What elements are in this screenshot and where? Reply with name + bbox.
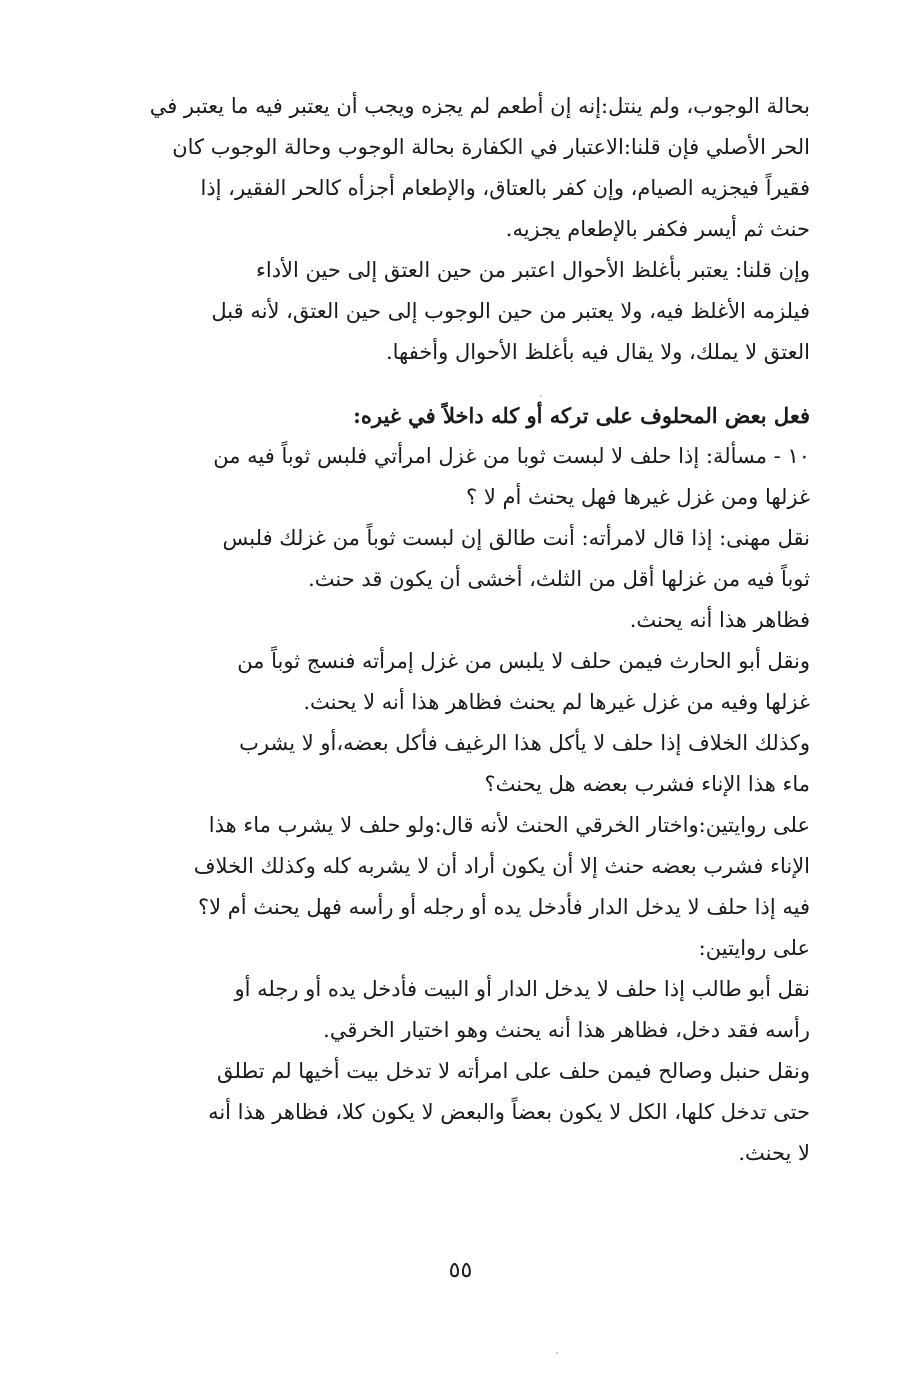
text-line: حنث ثم أيسر فكفر بالإطعام يجزيه.: [505, 217, 810, 241]
text-line: ونقل حنبل وصالح فيمن حلف على امرأته لا تدخل بيت أخيها لم تطلق: [217, 1059, 810, 1083]
text-line: وكذلك الخلاف إذا حلف لا يأكل هذا الرغيف فأكل بعضه،أو لا يشرب: [239, 731, 810, 755]
text-line: فظاهر هذا أنه يحنث.: [629, 608, 810, 632]
page-number: ٥٥: [448, 1258, 473, 1283]
text-line: الإناء فشرب بعضه حنث إلا أن يكون أراد أن لا يشربه كله وكذلك الخلاف: [193, 854, 810, 878]
scan-speck: [540, 395, 542, 397]
text-line: غزلها وفيه من غزل غيرها لم يحنث فظاهر هذا أنه لا يحنث.: [303, 690, 810, 714]
text-line: حتى تدخل كلها، الكل لا يكون بعضاً والبعض لا يكون كلا، فظاهر هذا أنه: [208, 1100, 810, 1124]
text-line: وإن قلنا: يعتبر بأغلظ الأحوال اعتبر من حين العتق إلى حين الأداء: [256, 258, 810, 282]
section-gap: [104, 373, 810, 395]
text-line: فيه إذا حلف لا يدخل الدار فأدخل يده أو رجله أو رأسه فهل يحنث أم لا؟: [197, 895, 810, 919]
section-heading: فعل بعض المحلوف على تركه أو كله داخلاً في غيره:: [353, 403, 810, 428]
text-line: ١٠ - مسألة: إذا حلف لا لبست ثوبا من غزل امرأتي فلبس ثوباً فيه من: [213, 444, 810, 468]
text-line: على روايتين:: [698, 936, 810, 960]
text-line: فيلزمه الأغلظ فيه، ولا يعتبر من حين الوجوب إلى حين العتق، لأنه قبل: [211, 299, 810, 323]
body-text: [104, 86, 810, 1174]
text-line: العتق لا يملك، ولا يقال فيه بأغلظ الأحوال وأخفها.: [385, 340, 810, 364]
text-line: رأسه فقد دخل، فظاهر هذا أنه يحنث وهو اختيار الخرقي.: [323, 1018, 810, 1042]
text-line: فقيراً فيجزيه الصيام، وإن كفر بالعتاق، والإطعام أجزأه كالحر الفقير، إذا: [200, 176, 810, 200]
text-line: لا يحنث.: [738, 1141, 810, 1165]
text-line: الحر الأصلي فإن قلنا:الاعتبار في الكفارة بحالة الوجوب وحالة الوجوب كان: [172, 135, 810, 159]
text-line: ماء هذا الإناء فشرب بعضه هل يحنث؟: [484, 772, 810, 796]
text-line: على روايتين:واختار الخرقي الحنث لأنه قال:ولو حلف لا يشرب ماء هذا: [208, 813, 810, 837]
text-line: بحالة الوجوب، ولم ينتل:إنه إن أطعم لم يجزه ويجب أن يعتبر فيه ما يعتبر في: [149, 94, 810, 118]
text-line: ونقل أبو الحارث فيمن حلف لا يلبس من غزل إمرأته فنسج ثوباً من: [237, 649, 810, 673]
text-line: ثوباً فيه من غزلها أقل من الثلث، أخشى أن يكون قد حنث.: [308, 567, 810, 591]
text-line: غزلها ومن غزل غيرها فهل يحنث أم لا ؟: [466, 485, 810, 509]
text-line: نقل مهنى: إذا قال لامرأته: أنت طالق إن لبست ثوباً من غزلك فلبس: [222, 526, 810, 550]
scan-speck: [556, 1352, 558, 1354]
text-line: نقل أبو طالب إذا حلف لا يدخل الدار أو البيت فأدخل يده أو رجله أو: [234, 977, 810, 1001]
